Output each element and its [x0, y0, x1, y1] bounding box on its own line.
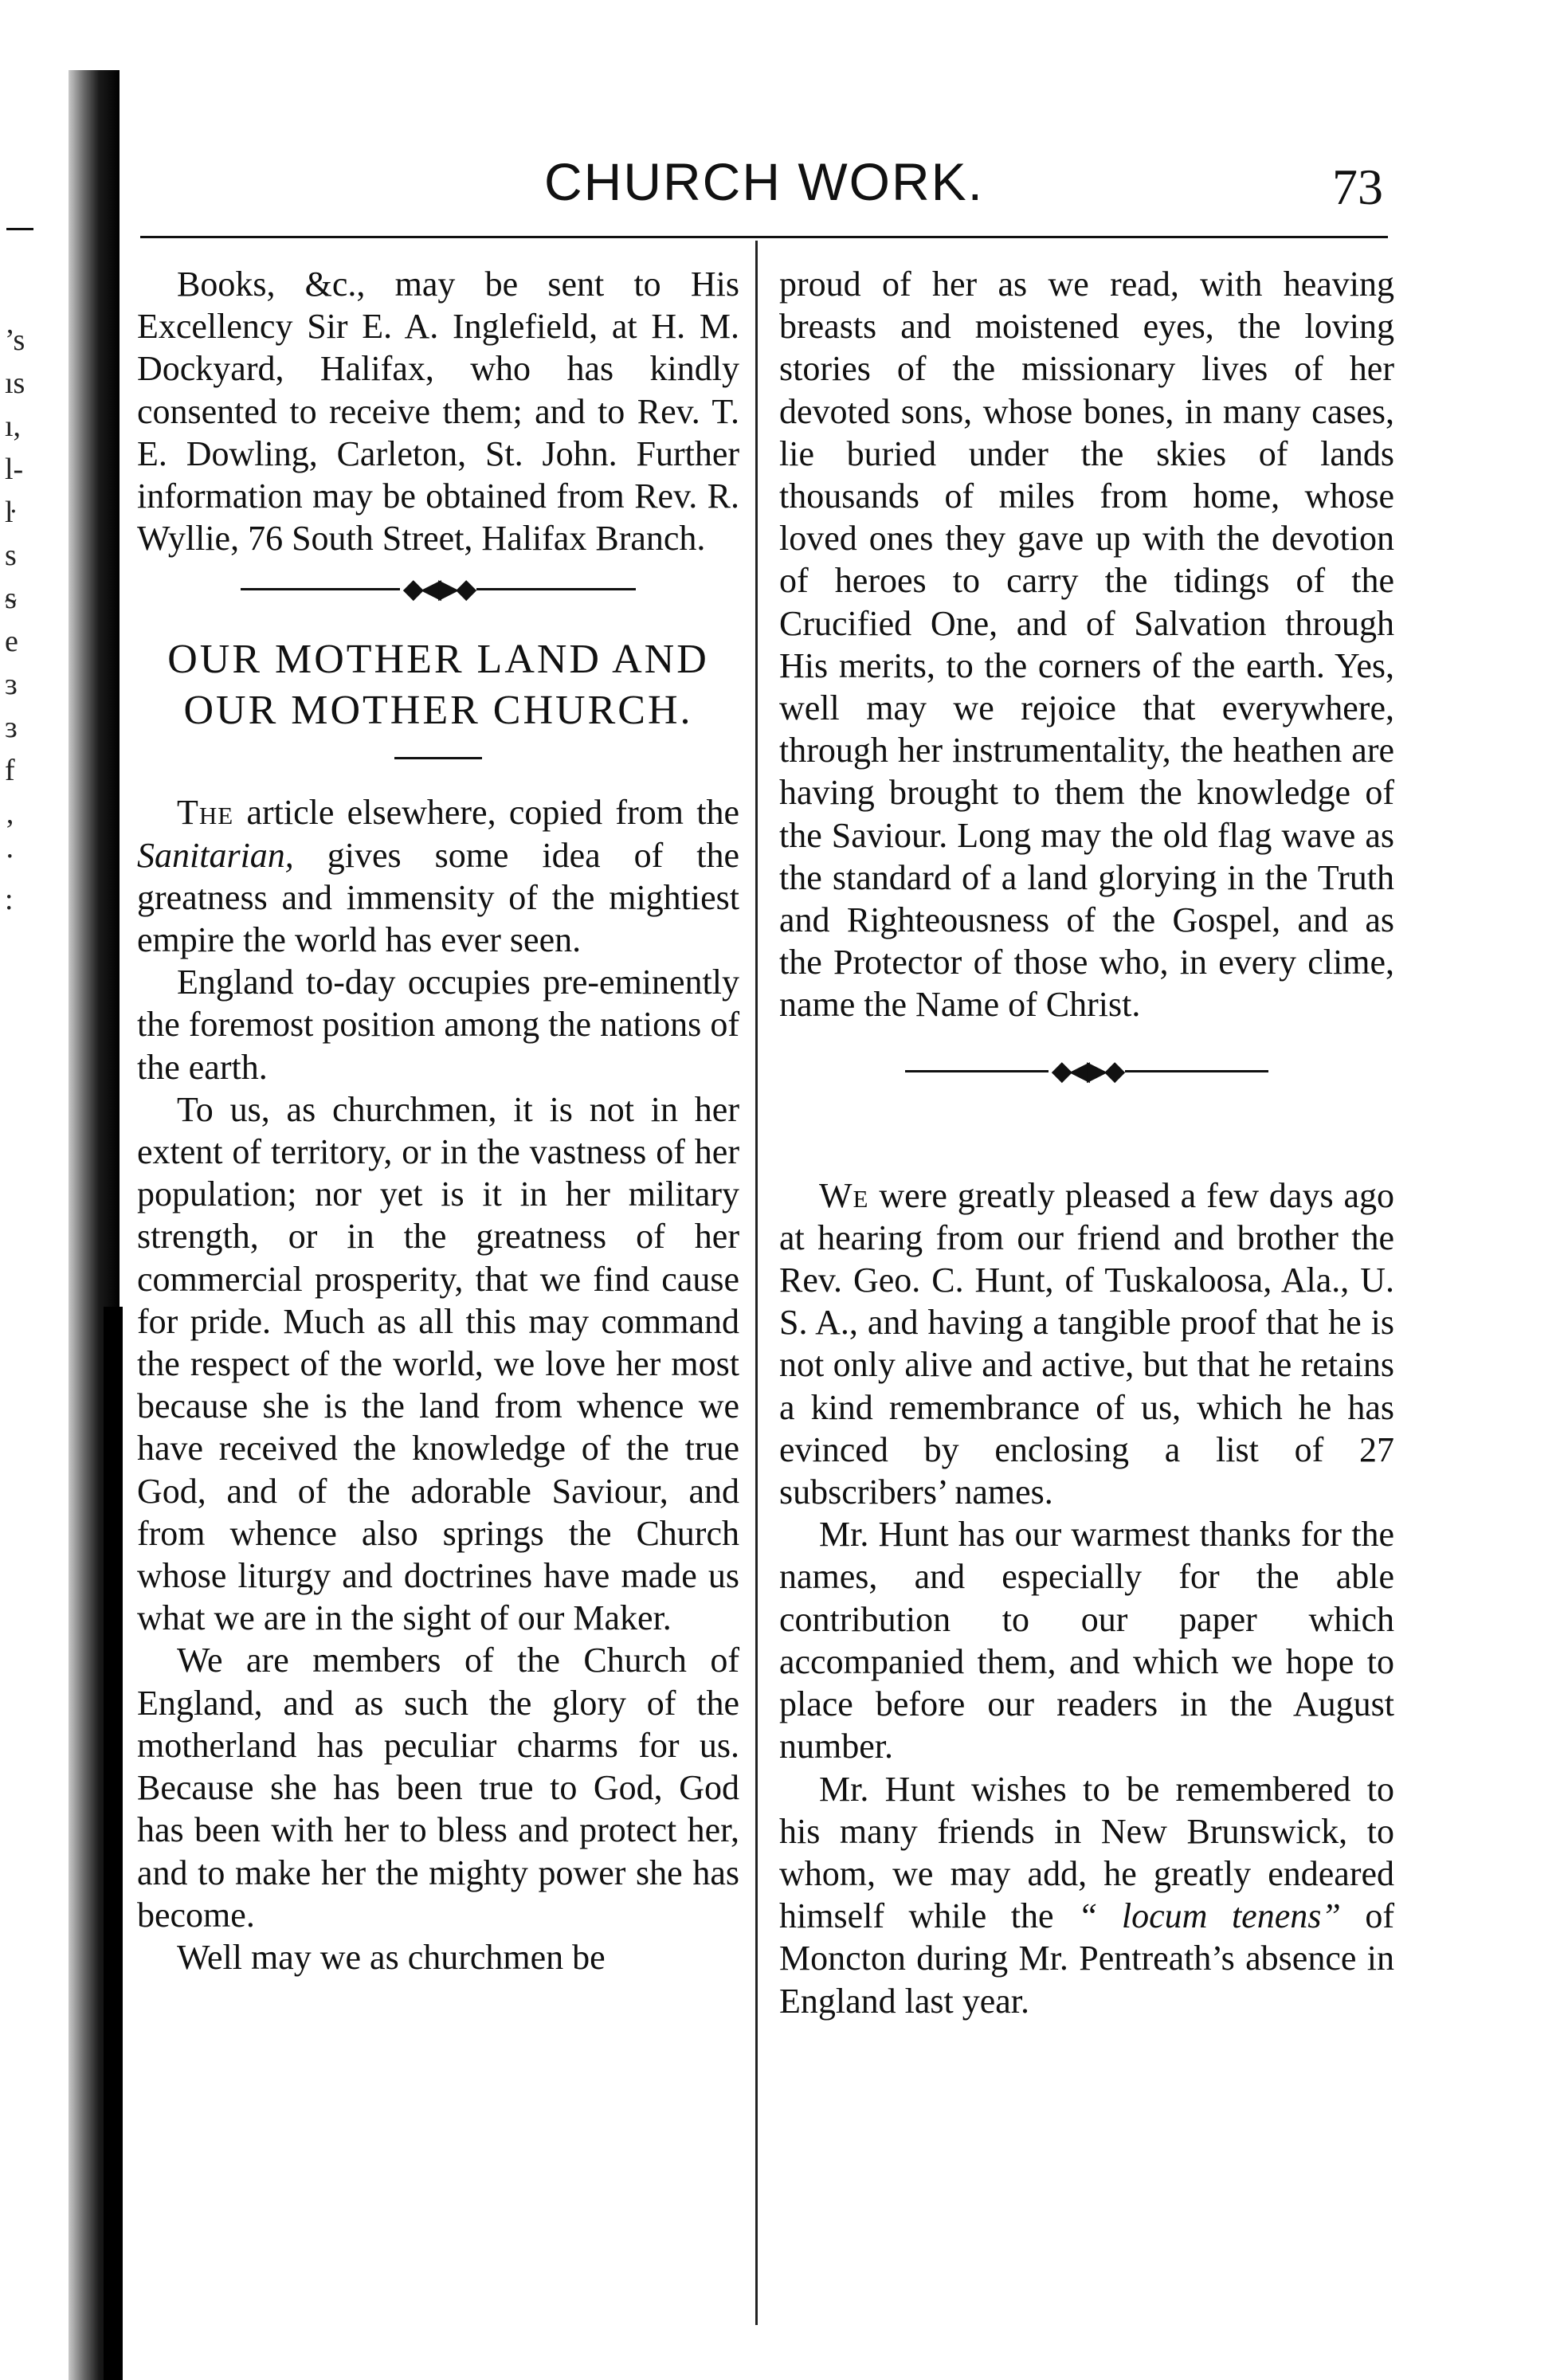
facing-page-fragment: :: [5, 883, 14, 916]
facing-page-fragment: ı,: [5, 410, 22, 443]
page-header: [140, 151, 1388, 239]
ornament-line-right: [1125, 1070, 1268, 1072]
hunt-paragraph-1: [779, 1174, 1394, 1514]
facing-page-fragment: s: [5, 539, 17, 572]
page-number: 73: [1332, 159, 1383, 215]
facing-page-fragment: ıs: [5, 367, 25, 400]
ornament-line-left: [241, 588, 400, 590]
article-paragraph-3: To us, as churchmen, it is not in her extent of territory, or in the vastness of her population; nor yet is it in her military strength, or in the greatness of her commercial prosperity, that we find cause for pride. Much as all this may command the respect of the world, we love her most because she is the land from whence we have received the knowledge of the true God, and of the adorable Saviour, and from whence also springs the Church whose liturgy and doctrines have made us what we are in the sight of our Maker.: [137, 1089, 739, 1638]
paragraph-text: article elsewhere, copied from the: [233, 793, 739, 833]
book-gutter-edge: [104, 1307, 123, 2380]
heading-line-2: OUR MOTHER CHURCH.: [183, 688, 693, 734]
facing-page-fragment: e: [5, 625, 18, 658]
facing-page-fragment: ŀ: [5, 496, 16, 529]
article-paragraph-2: England to-day occupies pre-eminently the foremost position among the nations of the earth.: [137, 963, 739, 1087]
left-column: [137, 263, 739, 1978]
facing-page-fragment: ɜ: [5, 711, 18, 744]
facing-page-fragment: ·: [5, 840, 15, 873]
facing-page-dash: [6, 228, 33, 230]
paragraph-text: gives some idea of the greatness and immensity of the mightiest empire the world has ever seen.: [137, 835, 739, 960]
paragraph-text: Mr. Hunt wishes to be remembered to his many friends in New Brunswick, to whom, we may add, he greatly endeared himself while the: [779, 1769, 1394, 1936]
article-paragraph-continued: proud of her as we read, with heaving breasts and moistened eyes, the loving stories of the missionary lives of her devoted sons, whose bones, in many cases, lie buried under the skies of lands thousands of miles from home, whose loved ones they gave up with the devotion of heroes to carry the tidings of the Crucified One, and of Salvation through His merits, to the corners of the earth. Yes, well may we rejoice that everywhere, through her instrumentality, the heathen are having brought to them the knowledge of the Saviour. Long may the old flag wave as the standard of a land glorying in the Truth and Righteousness of the Gospel, and as the Protector of those who, in every clime, name the Name of Christ.: [779, 265, 1394, 1025]
right-column: [779, 263, 1394, 2022]
column-divider: [755, 241, 758, 2325]
facing-page-fragment: ‚: [5, 797, 15, 830]
facing-page-fragment: ᵴ: [5, 582, 17, 615]
hunt-paragraph-3: [779, 1768, 1394, 2022]
paragraph-text: of Moncton during Mr. Pentreath’s absence in England last year.: [779, 1896, 1394, 2021]
facing-page-fragments: [5, 319, 45, 921]
running-title: CHURCH WORK.: [544, 152, 984, 211]
heading-line-1: OUR MOTHER LAND AND: [167, 637, 709, 683]
heading-rule: [394, 757, 482, 759]
facing-page-fragment: ’s: [5, 323, 25, 357]
header-rule: [140, 236, 1388, 238]
ornament-glyph: ◆◀▶◆: [1051, 1057, 1123, 1087]
section-ornament: [779, 1042, 1394, 1101]
article-heading: [137, 634, 739, 736]
article-paragraph-5: Well may we as churchmen be: [177, 1937, 606, 1977]
latin-phrase: “ locum tenens”: [1077, 1896, 1341, 1936]
article-paragraph-4: We are members of the Church of England, and as such the glory of the motherland has peculiar charms for us. Because she has been true to God, God has been with her to bless and protect her, and to make her the mighty power she has become.: [137, 1641, 739, 1935]
facing-page-fragment: l-: [5, 453, 24, 486]
section-spacer: [779, 1101, 1394, 1174]
facing-page-fragment: f: [5, 754, 15, 787]
ornament-line-right: [476, 588, 636, 590]
section-ornament: [137, 559, 739, 618]
hunt-paragraph-2: Mr. Hunt has our warmest thanks for the names, and especially for the able contribution to our paper which accompanied them, and which we hope to place before our readers in the August number.: [779, 1515, 1394, 1766]
facing-page-fragment: ɜ: [5, 668, 18, 701]
drop-lead-word: The: [177, 793, 234, 833]
drop-lead-word: We: [819, 1175, 869, 1215]
article-paragraph-1: [137, 791, 739, 961]
ornament-line-left: [905, 1070, 1049, 1072]
paragraph-text: were greatly pleased a few days ago at hearing from our friend and brother the Rev. Geo. C. Hunt, of Tuskaloosa, Ala., U. S. A., and having a tangible proof that he is not only alive and active, but that he retains a kind remembrance of us, which he has evinced by enclosing a list of 27 subscribers’ names.: [779, 1175, 1394, 1512]
publication-title: Sanitarian,: [137, 835, 294, 875]
ornament-glyph: ◆◀▶◆: [402, 574, 474, 604]
books-notice-paragraph: Books, &c., may be sent to His Excellency Sir E. A. Inglefield, at H. M. Dockyard, Halifax, who has kindly consented to receive them; and to Rev. T. E. Dowling, Carleton, St. John. Further information may be obtained from Rev. R. Wyllie, 76 South Street, Halifax Branch.: [137, 265, 739, 559]
